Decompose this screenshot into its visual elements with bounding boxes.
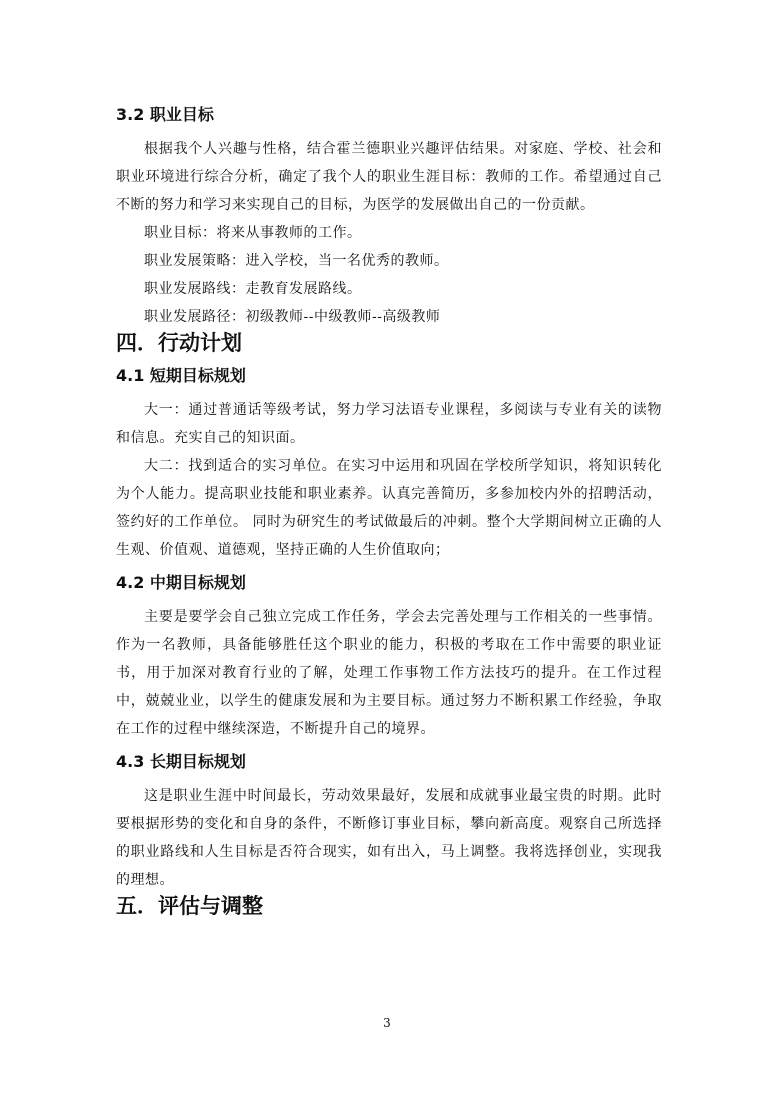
- paragraph-long-term-plan: 这是职业生涯中时间最长，劳动效果最好，发展和成就事业最宝贵的时期。此时要根据形势的变化和自身的条件，不断修订事业目标，攀向新高度。观察自己所选择的职业路线和人生目标是否符合现实，如有出入，马上调整。我将选择创业，实现我的理想。: [116, 788, 662, 888]
- paragraph-sophomore-plan: 大二：找到适合的实习单位。在实习中运用和巩固在学校所学知识，将知识转化为个人能力。提高职业技能和职业素养。认真完善简历，多参加校内外的招聘活动，签约好的工作单位。 同时为研究生的考试做最后的冲刺。整个大学期间树立正确的人生观、价值观、道德观，坚持正确的人生价值取向；: [116, 458, 662, 558]
- heading-section-5: 五．评估与调整: [116, 894, 263, 918]
- paragraph-career-goal: 职业目标：将来从事教师的工作。: [144, 225, 362, 241]
- paragraph-freshman-plan: 大一：通过普通话等级考试，努力学习法语专业课程，多阅读与专业有关的读物和信息。充实自己的知识面。: [116, 402, 662, 446]
- heading-4-1: 4.1 短期目标规划: [116, 366, 246, 385]
- page-number: 3: [383, 1016, 391, 1030]
- heading-3-2: 3.2 职业目标: [116, 105, 214, 124]
- paragraph-development-route: 职业发展路线：走教育发展路线。: [144, 281, 362, 297]
- paragraph-career-goal-summary: 根据我个人兴趣与性格，结合霍兰德职业兴趣评估结果。对家庭、学校、社会和职业环境进行综合分析，确定了我个人的职业生涯目标：教师的工作。希望通过自己不断的努力和学习来实现自己的目标，为医学的发展做出自己的一份贡献。: [116, 141, 662, 213]
- heading-4-2: 4.2 中期目标规划: [116, 573, 246, 592]
- heading-section-4: 四．行动计划: [116, 331, 242, 355]
- document-page: [116, 98, 662, 922]
- paragraph-development-strategy: 职业发展策略：进入学校，当一名优秀的教师。: [144, 253, 449, 269]
- heading-4-3: 4.3 长期目标规划: [116, 752, 246, 771]
- paragraph-development-path: 职业发展路径：初级教师--中级教师--高级教师: [144, 309, 441, 325]
- paragraph-mid-term-plan: 主要是要学会自己独立完成工作任务，学会去完善处理与工作相关的一些事情。作为一名教师，具备能够胜任这个职业的能力，积极的考取在工作中需要的职业证书，用于加深对教育行业的了解，处理工作事物工作方法技巧的提升。在工作过程中，兢兢业业，以学生的健康发展和为主要目标。通过努力不断积累工作经验，争取在工作的过程中继续深造，不断提升自己的境界。: [116, 609, 662, 737]
